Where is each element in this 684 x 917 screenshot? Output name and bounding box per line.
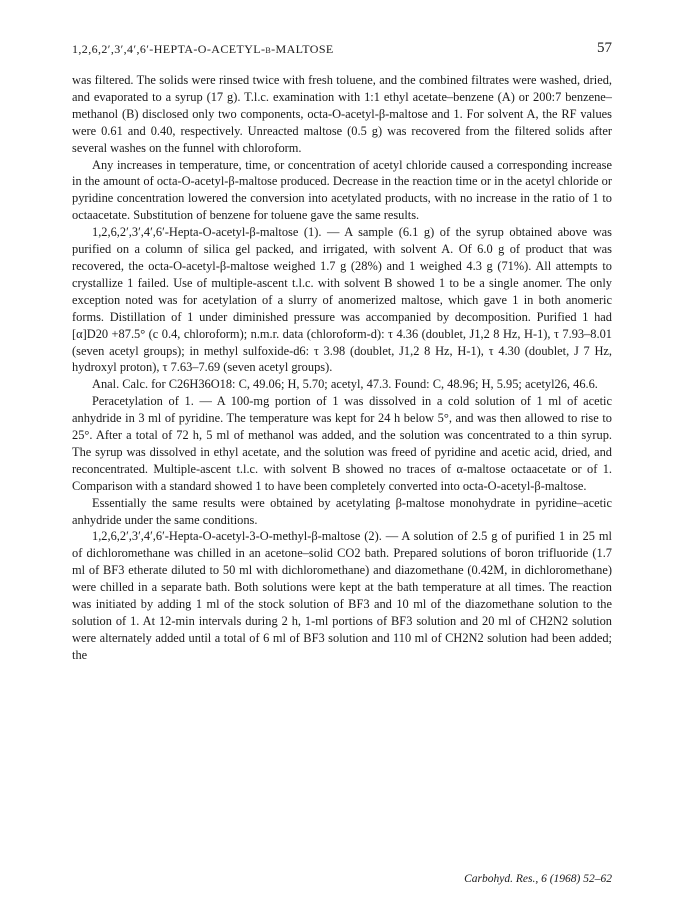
paragraph-conditions: Any increases in temperature, time, or concentration of acetyl chloride caused a corresponding increase in the amount of octa-O-acetyl-β-maltose produced. Decrease in the reaction time or in the acetyl chloride or pyridine concentration lowered the conversion into acetylated products, with no increase in the ratio of 1 to octaacetate. Substitution of benzene for toluene gave the same results. bbox=[72, 157, 612, 223]
page-number: 57 bbox=[597, 40, 612, 56]
running-title: 1,2,6,2′,3′,4′,6′-HEPTA-O-ACETYL-β-MALTOSE bbox=[72, 42, 334, 56]
paragraph-filtration: was filtered. The solids were rinsed twice with fresh toluene, and the combined filtrates were washed, dried, and evaporated to a syrup (17 g). T.l.c. examination with 1:1 ethyl acetate–benzene (A) or 200:7 benzene–methanol (B) disclosed only two components, octa-O-acetyl-β-maltose and 1. For solvent A, the RF values were 0.61 and 0.40, respectively. Unreacted maltose (0.5 g) was recovered from the filtered solids after several washes on the funnel with chloroform. bbox=[72, 73, 612, 155]
journal-citation: Carbohyd. Res., 6 (1968) 52–62 bbox=[464, 873, 612, 885]
paragraph-heptaacetate: 1,2,6,2′,3′,4′,6′-Hepta-O-acetyl-β-maltose (1). — A sample (6.1 g) of the syrup obtained above was purified on a column of silica gel packed, and irrigated, with solvent A. Of 6.0 g of product that was recovered, the octa-O-acetyl-β-maltose weighed 1.7 g (28%) and 1 weighed 4.3 g (71%). All attempts to crystallize 1 failed. Use of multiple-ascent t.l.c. with solvent B showed 1 to be a single anomer. The only exception noted was for acetylation of a slurry of anomerized maltose, which gave 1 in both anomeric forms. Distillation of 1 under diminished pressure was accompanied by decomposition. Purified 1 had [α]D20 +87.5° (c 0.4, chloroform); n.m.r. data (chloroform-d): τ 4.36 (doublet, J1,2 8 Hz, H-1), τ 7.93–8.01 (seven acetyl groups); in methyl sulfoxide-d6: τ 3.98 (doublet, J1,2 8 Hz, H-1), τ 4.30 (doublet, J 7 Hz, hydroxyl proton), τ 7.63–7.69 (seven acetyl groups). bbox=[72, 225, 612, 375]
paragraph-analysis: Anal. Calc. for C26H36O18: C, 49.06; H, 5.70; acetyl, 47.3. Found: C, 48.96; H, 5.95; acetyl26, 46.6. bbox=[92, 377, 598, 392]
paragraph-peracetylation: Peracetylation of 1. — A 100-mg portion of 1 was dissolved in a cold solution of 1 ml of acetic anhydride in 3 ml of pyridine. The temperature was kept for 24 h below 5°, and was then allowed to rise to 25°. After a total of 72 h, 5 ml of methanol was added, and the solution was concentrated to a thin syrup. The syrup was dissolved in ethyl acetate, and the solution was freed of pyridine and acetic acid, dried, and reconcentrated. Multiple-ascent t.l.c. with solvent B showed no traces of α-maltose octaacetate or of 1. Comparison with a standard showed 1 to have been completely converted into octa-O-acetyl-β-maltose. bbox=[72, 394, 612, 493]
running-head bbox=[72, 40, 612, 62]
paragraph-monohydrate: Essentially the same results were obtained by acetylating β-maltose monohydrate in pyridine–acetic anhydride under the same conditions. bbox=[72, 495, 612, 527]
body-text bbox=[72, 72, 612, 664]
paragraph-methylation: 1,2,6,2′,3′,4′,6′-Hepta-O-acetyl-3-O-methyl-β-maltose (2). — A solution of 2.5 g of purified 1 in 25 ml of dichloromethane was chilled in an acetone–solid CO2 bath. Prepared solutions of boron trifluoride (1.7 ml of BF3 etherate diluted to 50 ml with dichloromethane) and diazomethane (0.42M, in dichloromethane) were chilled in a separate bath. Both solutions were kept at the bath temperature at all times. The reaction was initiated by adding 1 ml of the stock solution of BF3 and 10 ml of the diazomethane solution to the solution of 1. At 12-min intervals during 2 h, 1-ml portions of BF3 solution and 20 ml of CH2N2 solution were alternately added until a total of 6 ml of BF3 solution and 110 ml of CH2N2 solution had been added; the bbox=[72, 529, 612, 662]
